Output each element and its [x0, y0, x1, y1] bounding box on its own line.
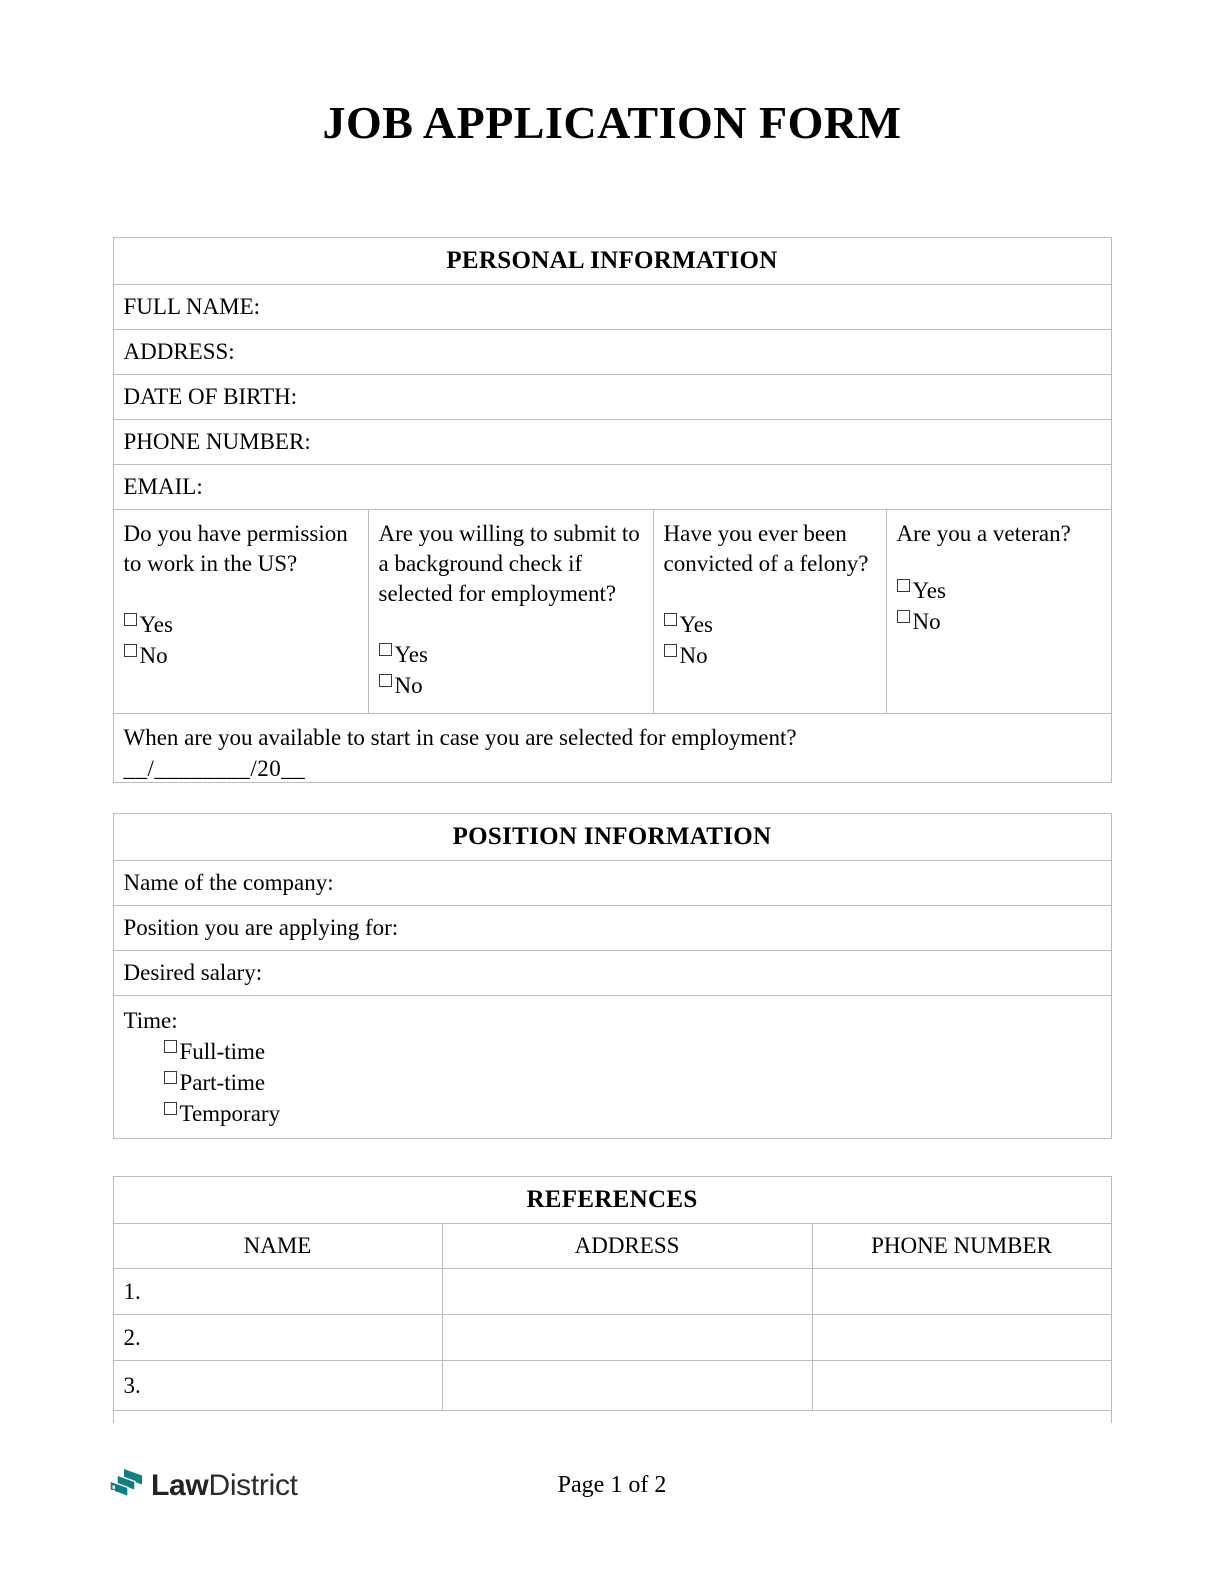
- question-felony: [654, 510, 887, 713]
- company-name-input-area[interactable]: [334, 861, 1101, 905]
- position-applying-label: Position you are applying for:: [123, 915, 399, 940]
- reference-row-2: [114, 1315, 1111, 1361]
- ref-1-phone-cell[interactable]: [813, 1269, 1111, 1314]
- felony-no-option: [664, 640, 876, 671]
- phone-number-row: [114, 420, 1111, 465]
- checkbox-no-label: No: [139, 643, 168, 668]
- reference-row-3: [114, 1361, 1111, 1411]
- checkbox-yes[interactable]: [124, 613, 137, 626]
- checkbox-yes[interactable]: [664, 613, 677, 626]
- ref-1-number: 1.: [123, 1278, 141, 1304]
- date-of-birth-input-area[interactable]: [297, 375, 1100, 419]
- availability-row: [114, 714, 1111, 782]
- stub-cell-2: [443, 1411, 813, 1423]
- question-felony-text: Have you ever been convicted of a felony?: [663, 521, 869, 576]
- question-background-check-options: [379, 639, 643, 701]
- ref-1-name-cell[interactable]: [114, 1269, 443, 1314]
- phone-number-input-area[interactable]: [311, 420, 1101, 464]
- ref-3-phone-cell[interactable]: [813, 1361, 1111, 1410]
- checkbox-yes-label: Yes: [912, 578, 946, 603]
- position-applying-row: [114, 906, 1111, 951]
- logo-text-district: District: [208, 1469, 298, 1502]
- question-background-check-text: Are you willing to submit to a background check if selected for employment?: [378, 521, 640, 606]
- part-time-label: Part-time: [179, 1070, 266, 1095]
- references-table: [113, 1176, 1112, 1423]
- desired-salary-label: Desired salary:: [123, 960, 263, 985]
- ref-2-address-cell[interactable]: [443, 1315, 813, 1360]
- page-footer: [0, 1464, 1224, 1512]
- position-applying-input-area[interactable]: [398, 906, 1100, 950]
- address-input-area[interactable]: [235, 330, 1101, 374]
- time-options: [164, 1036, 1101, 1129]
- checkbox-yes[interactable]: [897, 579, 910, 592]
- veteran-no-option: [897, 606, 1101, 637]
- background-check-yes-option: [379, 639, 643, 670]
- checkbox-no[interactable]: [897, 610, 910, 623]
- checkbox-yes-label: Yes: [394, 642, 428, 667]
- references-column-headers: [114, 1224, 1111, 1269]
- position-info-header: POSITION INFORMATION: [114, 814, 1111, 861]
- desired-salary-row: [114, 951, 1111, 996]
- temporary-option: [164, 1098, 1101, 1129]
- email-input-area[interactable]: [203, 465, 1101, 509]
- full-name-row: [114, 285, 1111, 330]
- checkbox-no[interactable]: [379, 674, 392, 687]
- full-time-label: Full-time: [179, 1039, 266, 1064]
- date-of-birth-label: DATE OF BIRTH:: [123, 384, 298, 409]
- ref-3-number: 3.: [123, 1372, 141, 1398]
- eligibility-questions-row: [114, 510, 1111, 714]
- permission-us-no-option: [124, 640, 358, 671]
- question-veteran-options: [897, 575, 1101, 637]
- checkbox-temporary[interactable]: [164, 1102, 177, 1115]
- company-name-row: [114, 861, 1111, 906]
- checkbox-no-label: No: [679, 643, 708, 668]
- logo-text-law: Law: [151, 1469, 209, 1502]
- full-name-label: FULL NAME:: [123, 294, 261, 319]
- question-background-check: [369, 510, 654, 713]
- address-label: ADDRESS:: [123, 339, 235, 364]
- references-header: REFERENCES: [114, 1177, 1111, 1224]
- page-number-indicator: Page 1 of 2: [557, 1472, 667, 1498]
- ref-2-name-cell[interactable]: [114, 1315, 443, 1360]
- checkbox-no[interactable]: [124, 644, 137, 657]
- veteran-yes-option: [897, 575, 1101, 606]
- stub-cell-1: [114, 1411, 443, 1423]
- phone-number-label: PHONE NUMBER:: [123, 429, 311, 454]
- stub-cell-3: [813, 1411, 1111, 1423]
- position-info-table: [113, 813, 1112, 1139]
- personal-info-table: [113, 237, 1112, 783]
- question-felony-options: [664, 609, 876, 671]
- time-label: Time:: [123, 1008, 178, 1033]
- ref-2-phone-cell[interactable]: [813, 1315, 1111, 1360]
- temporary-label: Temporary: [179, 1101, 281, 1126]
- company-name-label: Name of the company:: [123, 870, 334, 895]
- ref-3-name-cell[interactable]: [114, 1361, 443, 1410]
- part-time-option: [164, 1067, 1101, 1098]
- checkbox-part-time[interactable]: [164, 1071, 177, 1084]
- question-permission-us-text: Do you have permission to work in the US?: [123, 521, 348, 576]
- checkbox-yes-label: Yes: [139, 612, 173, 637]
- email-label: EMAIL:: [123, 474, 203, 499]
- question-veteran: [887, 510, 1111, 713]
- question-permission-us: [114, 510, 369, 713]
- ref-3-address-cell[interactable]: [443, 1361, 813, 1410]
- checkbox-no[interactable]: [664, 644, 677, 657]
- desired-salary-input-area[interactable]: [262, 951, 1100, 995]
- ref-col-phone-number: PHONE NUMBER: [871, 1233, 1052, 1258]
- reference-row-1: [114, 1269, 1111, 1315]
- checkbox-yes-label: Yes: [679, 612, 713, 637]
- ref-1-address-cell[interactable]: [443, 1269, 813, 1314]
- ref-2-number: 2.: [123, 1324, 141, 1350]
- question-permission-us-options: [124, 609, 358, 671]
- ref-col-address: ADDRESS: [443, 1224, 813, 1268]
- checkbox-no-label: No: [912, 609, 941, 634]
- full-time-option: [164, 1036, 1101, 1067]
- checkbox-full-time[interactable]: [164, 1040, 177, 1053]
- page-title: JOB APPLICATION FORM: [322, 97, 902, 148]
- references-table-cut-edge: [114, 1411, 1111, 1423]
- time-row: [114, 996, 1111, 1138]
- permission-us-yes-option: [124, 609, 358, 640]
- question-veteran-text: Are you a veteran?: [896, 521, 1071, 546]
- felony-yes-option: [664, 609, 876, 640]
- availability-question: When are you available to start in case you are selected for employment?: [123, 725, 797, 750]
- background-check-no-option: [379, 670, 643, 701]
- ref-col-name: NAME: [114, 1224, 443, 1268]
- address-row: [114, 330, 1111, 375]
- availability-answer-line[interactable]: __/________/20__: [123, 756, 306, 781]
- email-row: [114, 465, 1111, 510]
- personal-info-header: PERSONAL INFORMATION: [114, 238, 1111, 285]
- full-name-input-area[interactable]: [260, 285, 1100, 329]
- checkbox-yes[interactable]: [379, 643, 392, 656]
- checkbox-no-label: No: [394, 673, 423, 698]
- date-of-birth-row: [114, 375, 1111, 420]
